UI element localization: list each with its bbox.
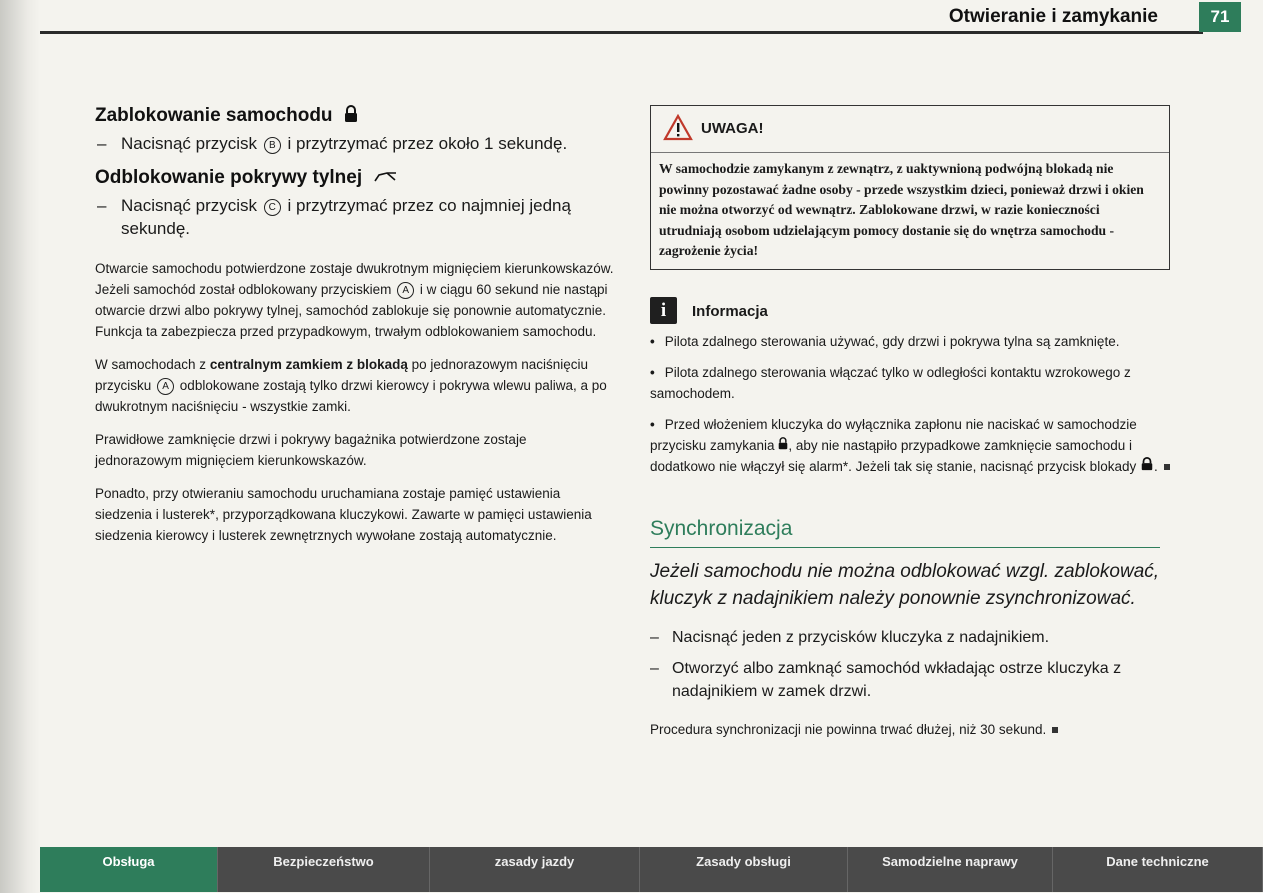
tab-samodzielne-naprawy[interactable]: Samodzielne naprawy: [848, 847, 1053, 892]
bullet-text: Przed włożeniem kluczyka do wyłącznika zapłonu nie naciskać w samochodzie przycisku zamykania: [650, 416, 1137, 453]
sync-note: [650, 719, 1170, 740]
section-end-marker: [1164, 464, 1170, 470]
step-text: Nacisnąć przycisk: [121, 196, 258, 215]
info-bullet: • Przed włożeniem kluczyka do wyłącznika zapłonu nie naciskać w samochodzie przycisku zamykania , aby nie nastąpiło przypadkowe zamknięcie samochodu i dodatkowo nie włączył się alarm*. Jeżeli tak się stanie, nacisnąć przycisk blokady .: [650, 414, 1170, 477]
button-b-icon: B: [264, 137, 281, 154]
sync-step: – Nacisnąć jeden z przycisków kluczyka z nadajnikiem.: [650, 628, 1050, 646]
tab-zasady-obslugi[interactable]: Zasady obsługi: [640, 847, 848, 892]
header-rule: [40, 31, 1203, 34]
para-bold: centralnym zamkiem z blokadą: [209, 357, 408, 372]
lock-icon: [778, 437, 788, 450]
info-icon: i: [650, 297, 677, 324]
warning-header: [651, 106, 1169, 153]
button-a-icon: A: [157, 378, 174, 395]
sync-heading: Synchronizacja: [650, 517, 1160, 548]
paragraph-memory: Ponadto, przy otwieraniu samochodu uruchamiana zostaje pamięć ustawienia siedzenia i lusterek*, przyporządkowana kluczykowi. Zawarte w pamięci ustawienia siedzenia kierowcy i lusterek zewnętrznych wywołane zostają automatycznie.: [95, 486, 592, 543]
section-heading-trunk: [95, 167, 615, 189]
heading-text: Odblokowanie pokrywy tylnej: [95, 167, 363, 188]
paragraph-central-lock: [95, 354, 615, 417]
warning-text: W samochodzie zamykanym z zewnątrz, z uaktywnioną podwójną blokadą nie powinny pozostawać żadne osoby - przede wszystkim dzieci, ponieważ drzwi i okien nie można otworzyć od wewnątrz. Zablokowane drzwi, w razie konieczności utrudniają osobom udzielającym pomocy dostanie się do wnętrza samochodu - zagrożenie życia!: [659, 161, 1144, 258]
sync-lead: Jeżeli samochodu nie można odblokować wzgl. zablokować, kluczyk z nadajnikiem należy ponownie zsynchronizować.: [650, 560, 1160, 609]
step-text: i przytrzymać przez co najmniej jedną sekundę.: [121, 196, 571, 238]
right-column: [650, 105, 1170, 752]
lock-step: – Nacisnąć przycisk B i przytrzymać przez około 1 sekundę.: [97, 134, 568, 153]
para-text: odblokowane zostają tylko drzwi kierowcy i pokrywa wlewu paliwa, a po dwukrotnym naciśnięciu - wszystkie zamki.: [95, 378, 607, 414]
lock-blocking-icon: [1140, 457, 1154, 471]
note-text: Procedura synchronizacji nie powinna trwać dłużej, niż 30 sekund.: [650, 721, 1047, 737]
bullet-text: .: [1153, 458, 1158, 474]
page-number: 71: [1199, 2, 1241, 32]
bullet-text: Pilota zdalnego sterowania włączać tylko w odległości kontaktu wzrokowego z samochodem.: [650, 364, 1131, 401]
bullet-text: , aby nie nastąpiło przypadkowe zamknięcie samochodu i dodatkowo nie włączył się alarm*. Jeżeli tak się stanie, nacisnąć przycisk blokady: [650, 437, 1137, 474]
page-binding-shadow: [0, 0, 40, 893]
step-text: Nacisnąć przycisk: [121, 134, 258, 153]
info-bullet: • Pilota zdalnego sterowania używać, gdy drzwi i pokrywa tylna są zamknięte.: [650, 333, 1120, 349]
section-end-marker: [1052, 727, 1058, 733]
heading-text: Zablokowanie samochodu: [95, 105, 333, 126]
step-text: i przytrzymać przez około 1 sekundę.: [287, 134, 568, 153]
tab-dane-techniczne[interactable]: Dane techniczne: [1053, 847, 1263, 892]
section-heading-lock: [95, 105, 615, 127]
step-text: Nacisnąć jeden z przycisków kluczyka z nadajnikiem.: [672, 628, 1050, 646]
footer-tabs: [40, 847, 1263, 892]
page-header: [0, 0, 1263, 40]
warning-title: UWAGA!: [701, 120, 764, 137]
car-trunk-icon: [373, 170, 399, 184]
lock-icon: [344, 105, 358, 123]
step-text: Otworzyć albo zamknąć samochód wkładając ostrze kluczyka z nadajnikiem w zamek drzwi.: [672, 659, 1122, 700]
info-header: [650, 295, 1170, 327]
trunk-step: – Nacisnąć przycisk C i przytrzymać przez co najmniej jedną sekundę.: [97, 196, 571, 238]
para-text: i w ciągu 60 sekund nie nastąpi otwarcie drzwi albo pokrywy tylnej, samochód zablokuje się ponownie automatycznie. Funkcja ta zabezpiecza przed przypadkowym, trwałym odblokowaniem samochodu.: [95, 282, 608, 339]
info-title: Informacja: [692, 302, 768, 320]
left-column: [95, 105, 615, 558]
paragraph-lock-confirm: Prawidłowe zamknięcie drzwi i pokrywy bagażnika potwierdzone zostaje jednorazowym mignięciem kierunkowskazów.: [95, 432, 527, 468]
sync-step: – Otworzyć albo zamknąć samochód wkładając ostrze kluczyka z nadajnikiem w zamek drzwi.: [650, 659, 1122, 700]
chapter-title: Otwieranie i zamykanie: [948, 6, 1158, 27]
warning-box: [650, 105, 1170, 270]
tab-obsluga[interactable]: Obsługa: [40, 847, 218, 892]
para-text: Otwarcie samochodu potwierdzone zostaje dwukrotnym mignięciem kierunkowskazów. Jeżeli samochód został odblokowany przyciskiem: [95, 261, 614, 297]
bullet-text: Pilota zdalnego sterowania używać, gdy drzwi i pokrywa tylna są zamknięte.: [664, 333, 1120, 349]
button-c-icon: C: [264, 199, 281, 216]
info-bullet: • Pilota zdalnego sterowania włączać tylko w odległości kontaktu wzrokowego z samochodem.: [650, 364, 1131, 401]
paragraph-unlock-confirm: [95, 258, 615, 342]
para-text: W samochodach z: [95, 357, 207, 372]
warning-triangle-icon: [663, 114, 693, 141]
button-a-icon: A: [397, 282, 414, 299]
para-text: po jednorazowym naciśnięciu przycisku: [95, 357, 588, 393]
tab-zasady-jazdy[interactable]: zasady jazdy: [430, 847, 640, 892]
tab-bezpieczenstwo[interactable]: Bezpieczeństwo: [218, 847, 430, 892]
